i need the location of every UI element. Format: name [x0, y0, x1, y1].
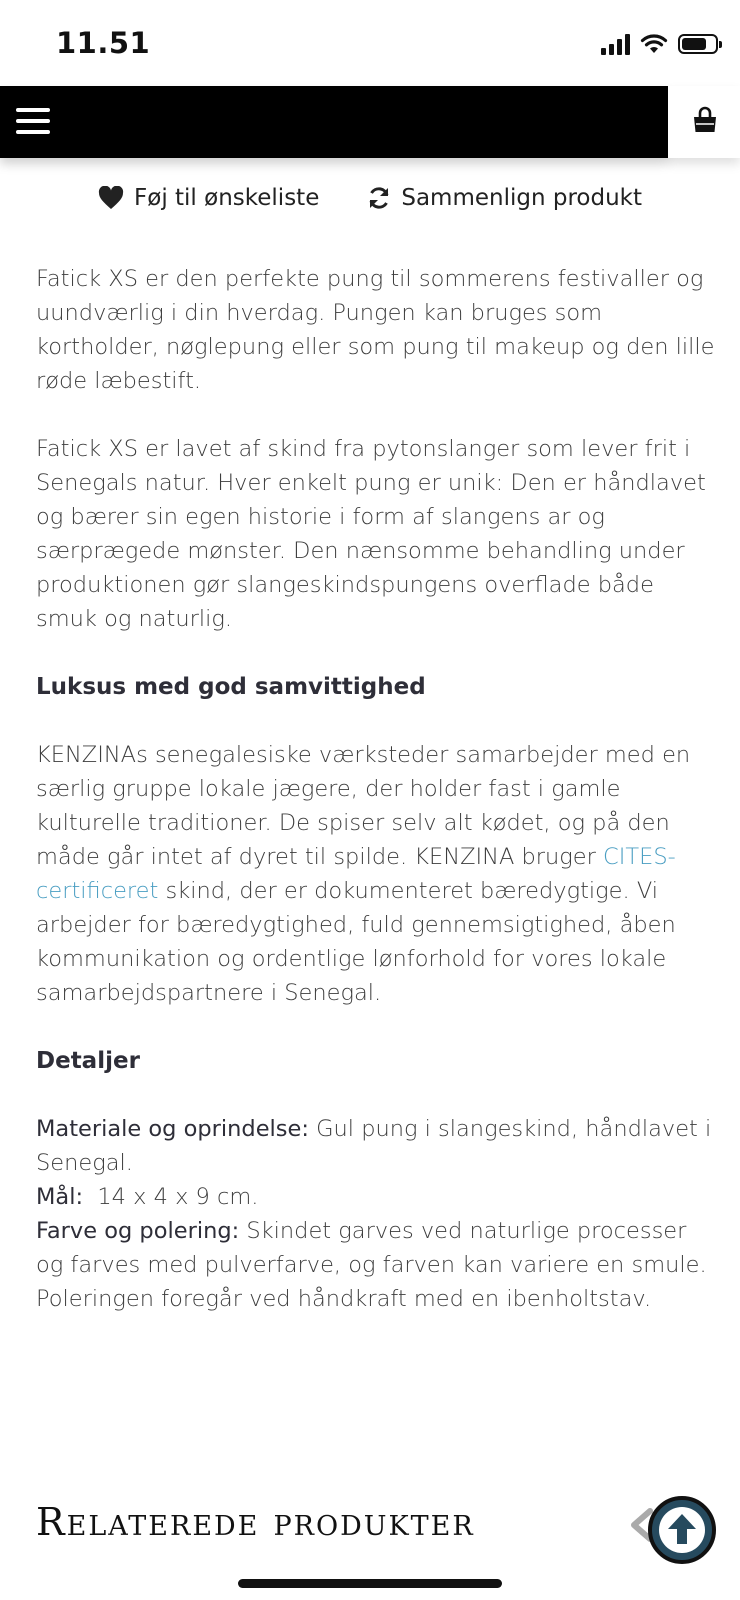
spec-material	[36, 1112, 716, 1180]
spec-color-value: Skindet garves ved naturlige processer og farves med pulverfarve, og farven kan variere en smule. Poleringen foregår ved håndkraft med en ibenholtstav.	[36, 1218, 707, 1312]
status-time: 11.51	[56, 26, 151, 60]
compare-label: Sammenlign produkt	[401, 185, 642, 211]
status-icons	[601, 30, 718, 58]
description-paragraph-2: Fatick XS er lavet af skind fra pytonslanger som lever frit i Senegals natur. Hver enkelt pung er unik: Den er håndlavet og bærer sin egen historie i form af slangens ar og særprægede mønster. Den nænsomme behandling under produktionen gør slangeskindspungens overflade både smuk og naturlig.	[36, 436, 706, 632]
wishlist-link[interactable]	[98, 178, 319, 218]
arrow-up-icon	[652, 1500, 712, 1560]
paragraph-3-text-end: skind, der er dokumenteret bæredygtige. Vi arbejder for bæredygtighed, fuld gennemsigtighed, åben kommunikation og ordentlige lønforhold for vores lokale samarbejdspartnere i Senegal.	[36, 878, 676, 1006]
product-actions	[0, 178, 740, 218]
spec-color	[36, 1214, 716, 1316]
spec-material-label: Materiale og oprindelse:	[36, 1116, 309, 1142]
description-paragraph-1: Fatick XS er den perfekte pung til sommerens festivaller og uundværlig i din hverdag. Pungen kan bruges som kortholder, nøglepung eller som pung til makeup og den lille røde læbestift.	[36, 266, 715, 394]
paragraph-3-text-start: KENZINAs senegalesiske værksteder samarbejder med en særlig gruppe lokale jægere, der holder fast i gamle kulturelle traditioner. De spiser selv alt kødet, og på den måde går intet af dyret til spilde. KENZINA bruger	[36, 742, 691, 870]
heart-icon	[98, 186, 124, 210]
product-specs	[36, 1112, 716, 1316]
battery-fill	[682, 38, 706, 50]
refresh-icon	[367, 186, 391, 210]
spec-color-label: Farve og polering:	[36, 1218, 240, 1244]
battery-icon	[678, 34, 718, 54]
scroll-to-top-button[interactable]	[648, 1496, 716, 1564]
spec-size	[36, 1180, 716, 1214]
product-description	[36, 262, 716, 1316]
status-bar	[0, 0, 740, 86]
signal-icon	[601, 33, 630, 55]
home-indicator	[238, 1579, 502, 1588]
spec-size-label: Mål:	[36, 1184, 84, 1210]
related-products-title: Relaterede produkter	[36, 1500, 475, 1544]
hamburger-menu-icon[interactable]	[16, 108, 50, 134]
heading-detaljer: Detaljer	[36, 1048, 140, 1074]
wifi-icon	[640, 33, 668, 55]
spec-material-value: Gul pung i slangeskind, håndlavet i Senegal.	[36, 1116, 712, 1176]
shopping-bag-icon[interactable]	[692, 106, 718, 134]
nav-bar	[0, 86, 668, 158]
wishlist-label: Føj til ønskeliste	[134, 185, 320, 211]
description-paragraph-3	[36, 738, 716, 1010]
heading-luksus: Luksus med god samvittighed	[36, 674, 426, 700]
compare-link[interactable]	[367, 178, 642, 218]
spec-size-value: 14 x 4 x 9 cm.	[83, 1184, 259, 1210]
cites-link[interactable]: CITES-certificeret	[36, 844, 676, 904]
cart-button[interactable]	[668, 86, 740, 158]
